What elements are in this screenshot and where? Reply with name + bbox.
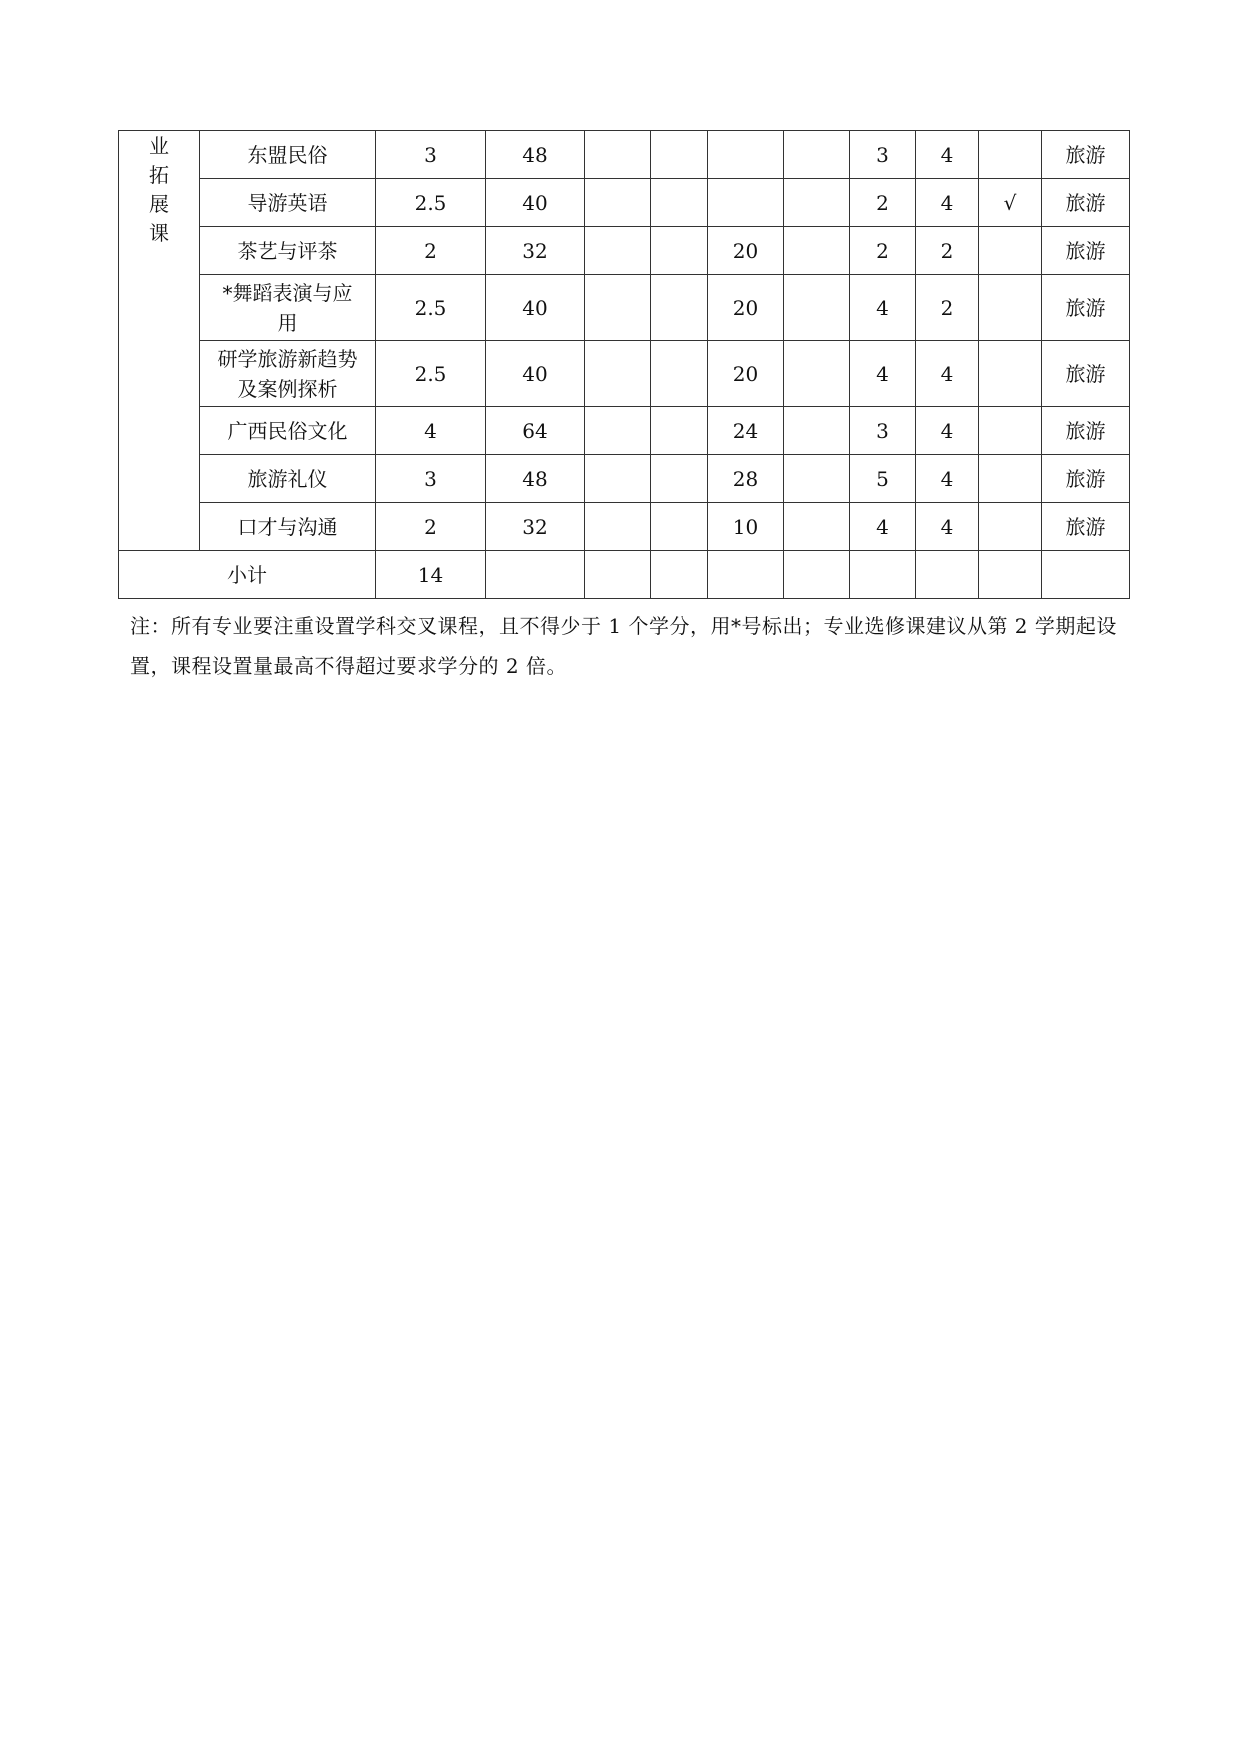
dept-cell: 旅游 [1042,503,1130,551]
credits-cell: 2.5 [376,341,486,407]
cell [979,131,1042,179]
table-row [119,407,1130,455]
dept-cell: 旅游 [1042,341,1130,407]
credits-cell: 3 [376,131,486,179]
category-cell [119,131,200,551]
table-row [119,275,1130,341]
cell [651,131,708,179]
cell: 4 [916,455,979,503]
cell [585,179,651,227]
cell: 10 [708,503,784,551]
cell: 4 [850,503,916,551]
course-table [118,130,1130,599]
cell [784,341,850,407]
cell [784,275,850,341]
footnote: 注：所有专业要注重设置学科交叉课程，且不得少于 1 个学分，用*号标出；专业选修课建议从第 2 学期起设置，课程设置量最高不得超过要求学分的 2 倍。 [130,614,1117,678]
cell: 2 [916,227,979,275]
cell [585,341,651,407]
cell: 4 [850,275,916,341]
credits-cell: 4 [376,407,486,455]
cell [784,179,850,227]
hours-cell: 48 [486,455,585,503]
hours-cell: 40 [486,341,585,407]
cell [979,455,1042,503]
dept-cell: 旅游 [1042,227,1130,275]
cell [486,551,585,599]
subtotal-credits: 14 [376,551,486,599]
cell: 4 [916,407,979,455]
cell [784,227,850,275]
cell [585,503,651,551]
cell: 4 [850,341,916,407]
cell: 28 [708,455,784,503]
cell: 20 [708,227,784,275]
cell [585,227,651,275]
cell [784,503,850,551]
cell: 4 [916,341,979,407]
cell: 2 [850,227,916,275]
course-name: 东盟民俗 [200,131,376,179]
cell: 4 [916,503,979,551]
cell [651,503,708,551]
subtotal-label: 小计 [119,551,376,599]
cell [916,551,979,599]
cell [784,551,850,599]
cell [708,551,784,599]
course-name: 口才与沟通 [200,503,376,551]
cell [979,407,1042,455]
cell [784,455,850,503]
cell [1042,551,1130,599]
cell [585,131,651,179]
course-name: 旅游礼仪 [200,455,376,503]
cell [585,551,651,599]
cell [784,407,850,455]
cell: 3 [850,131,916,179]
cell: 20 [708,341,784,407]
dept-cell: 旅游 [1042,275,1130,341]
hours-cell: 48 [486,131,585,179]
cell: 24 [708,407,784,455]
credits-cell: 2 [376,227,486,275]
check-mark: √ [979,179,1042,227]
cell: 4 [916,179,979,227]
course-name: 研学旅游新趋势 及案例探析 [200,341,376,407]
cell [708,131,784,179]
cell [651,551,708,599]
cell: 4 [916,131,979,179]
cell [979,227,1042,275]
dept-cell: 旅游 [1042,179,1130,227]
cell [850,551,916,599]
hours-cell: 32 [486,227,585,275]
table-row [119,227,1130,275]
table-row [119,131,1130,179]
cell [585,455,651,503]
cell [585,275,651,341]
course-name: *舞蹈表演与应 用 [200,275,376,341]
cell: 2 [916,275,979,341]
category-label: 业 拓 展 课 [149,134,169,245]
cell [979,275,1042,341]
cell [585,407,651,455]
cell [784,131,850,179]
cell [979,551,1042,599]
cell [979,503,1042,551]
cell [651,275,708,341]
credits-cell: 2 [376,503,486,551]
hours-cell: 32 [486,503,585,551]
cell [651,227,708,275]
hours-cell: 40 [486,275,585,341]
course-name: 茶艺与评茶 [200,227,376,275]
table-row [119,455,1130,503]
cell [651,407,708,455]
course-name: 广西民俗文化 [200,407,376,455]
hours-cell: 64 [486,407,585,455]
cell [979,341,1042,407]
credits-cell: 3 [376,455,486,503]
cell [708,179,784,227]
cell: 5 [850,455,916,503]
credits-cell: 2.5 [376,275,486,341]
cell [651,179,708,227]
cell [651,455,708,503]
subtotal-row [119,551,1130,599]
cell: 2 [850,179,916,227]
dept-cell: 旅游 [1042,455,1130,503]
credits-cell: 2.5 [376,179,486,227]
cell [651,341,708,407]
course-name: 导游英语 [200,179,376,227]
table-row [119,179,1130,227]
dept-cell: 旅游 [1042,131,1130,179]
dept-cell: 旅游 [1042,407,1130,455]
hours-cell: 40 [486,179,585,227]
cell: 3 [850,407,916,455]
table-row [119,503,1130,551]
table-row [119,341,1130,407]
cell: 20 [708,275,784,341]
